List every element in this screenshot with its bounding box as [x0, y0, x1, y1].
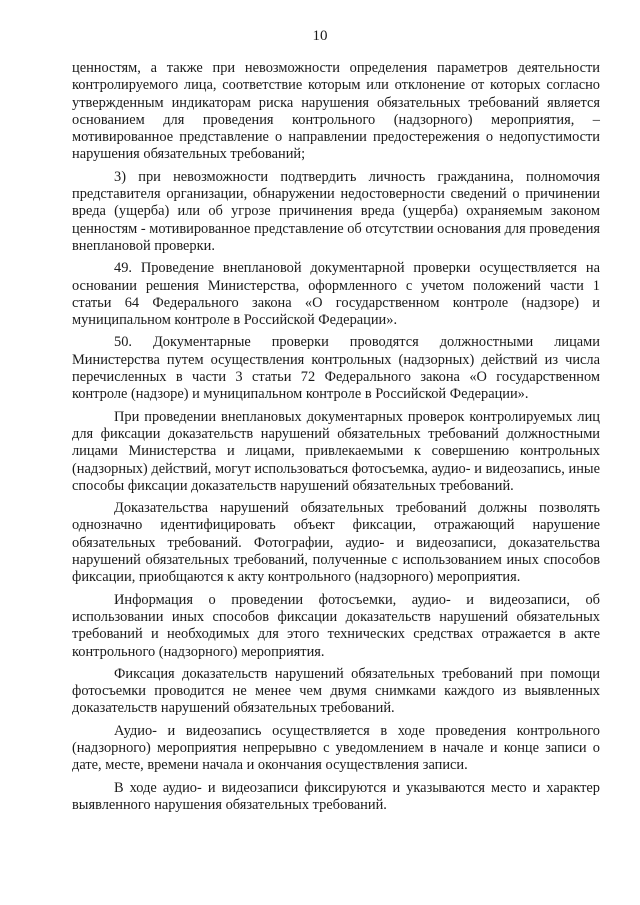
paragraph: Фиксация доказательств нарушений обязательных требований при помощи фотосъемки проводится не менее чем двумя снимками каждого из выявленных доказательств нарушений обязательных требований.	[72, 665, 600, 717]
paragraph: 50. Документарные проверки проводятся должностными лицами Министерства путем осуществления контрольных (надзорных) действий из числа перечисленных в части 3 статьи 72 Федерального закона «О государственном контроле (надзоре) и муниципальном контроле в Российской Федерации».	[72, 334, 600, 403]
paragraph: В ходе аудио- и видеозаписи фиксируются и указываются место и характер выявленного нарушения обязательных требований.	[72, 779, 600, 813]
paragraph: Доказательства нарушений обязательных требований должны позволять однозначно идентифицировать объект фиксации, отражающий нарушение обязательных требований. Фотографии, аудио- и видеозаписи, доказательства нарушений обязательных требований, полученные с использованием иных способов фиксации, приобщаются к акту контрольного (надзорного) мероприятия.	[72, 500, 600, 586]
paragraph: При проведении внеплановых документарных проверок контролируемых лиц для фиксации доказательств нарушений обязательных требований должностными лицами Министерства и лицами, привлекаемыми к совершению контрольных (надзорных) действий, могут использоваться фотосъемка, аудио- и видеозапись, иные способы фиксации доказательств нарушений обязательных требований.	[72, 408, 600, 494]
paragraph: 3) при невозможности подтвердить личность гражданина, полномочия представителя организации, обнаружении недостоверности сведений о причинении вреда (ущерба) или об угрозе причинения вреда (ущерба) охраняемым законом ценностям - мотивированное представление об отсутствии основания для проведения внеплановой проверки.	[72, 168, 601, 254]
paragraph: Аудио- и видеозапись осуществляется в ходе проведения контрольного (надзорного) мероприятия непрерывно с уведомлением в начале и конце записи о дате, месте, времени начала и окончания осуществления записи.	[72, 722, 600, 774]
document-body	[72, 60, 600, 814]
page-number: 10	[312, 28, 328, 44]
paragraph: 49. Проведение внеплановой документарной проверки осуществляется на основании решения Министерства, оформленного с учетом положений части 1 статьи 64 Федерального закона «О государственном контроле (надзоре) и муниципальном контроле в Российской Федерации».	[72, 260, 600, 329]
paragraph: ценностям, а также при невозможности определения параметров деятельности контролируемого лица, соответствие которым или отклонение от которых согласно утвержденным индикаторам риска нарушения обязательных требований является основанием для проведения контрольного (надзорного) мероприятия, – мотивированное представление о направлении предостережения о недопустимости нарушения обязательных требований;	[72, 60, 600, 163]
paragraph: Информация о проведении фотосъемки, аудио- и видеозаписи, об использовании иных способов фиксации доказательств нарушений обязательных требований и необходимых для этого технических средствах отражается в акте контрольного (надзорного) мероприятия.	[72, 591, 600, 660]
